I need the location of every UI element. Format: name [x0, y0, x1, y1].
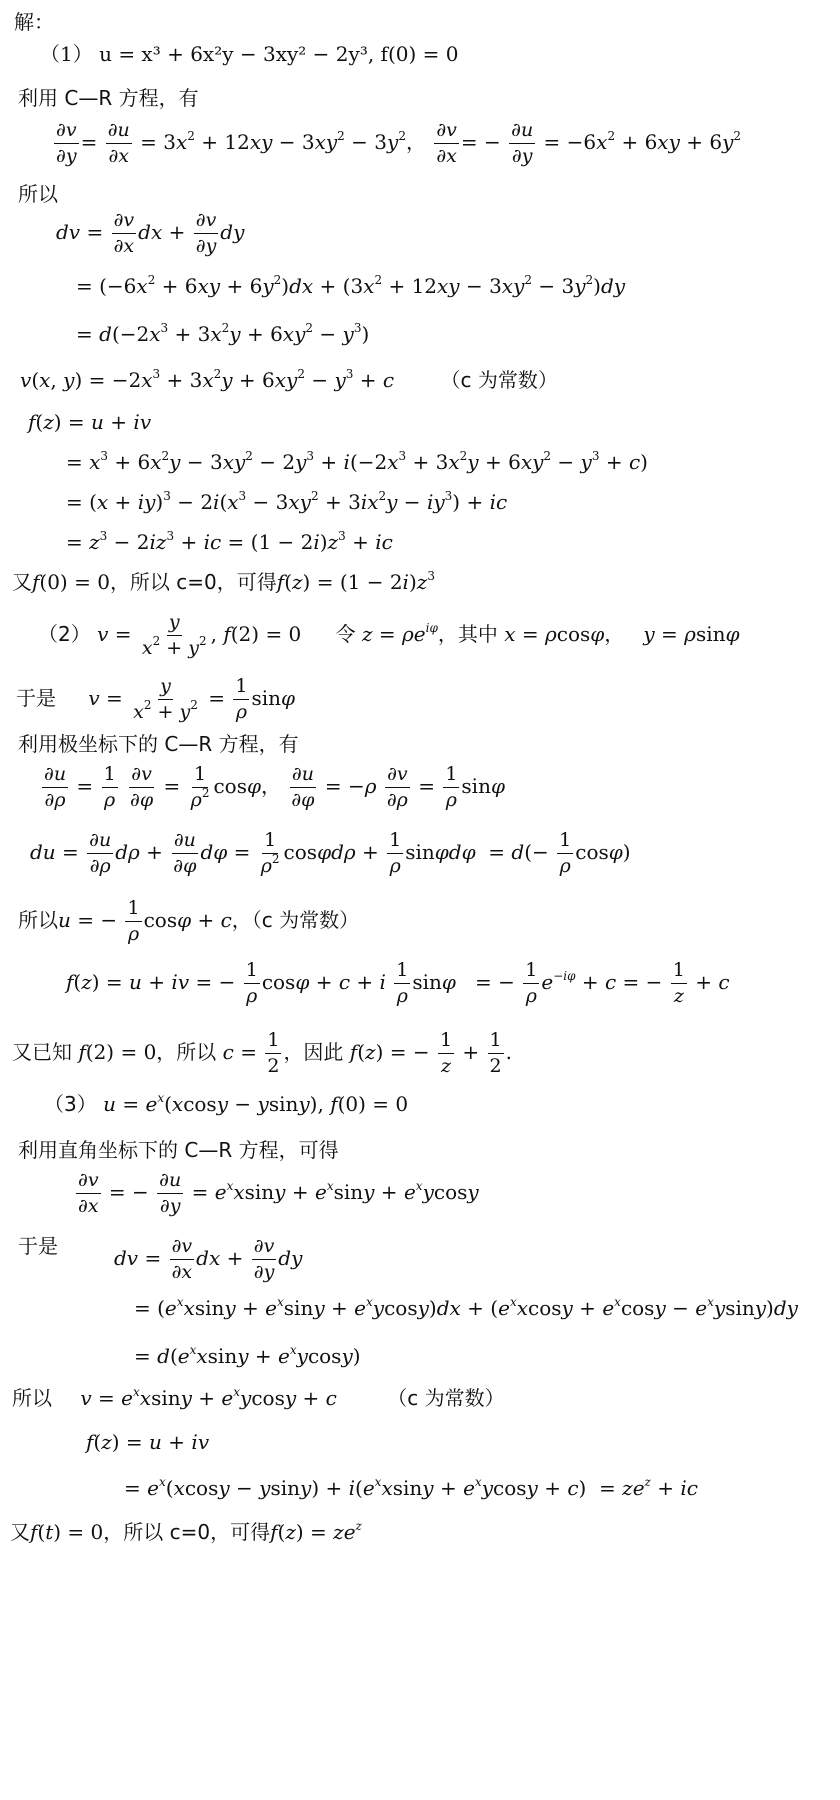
part2-du: du = $\frac{\partial u}{\partial\rho}$ dρ + $\frac{\partial u}{\partial\varphi}$ dφ = $\frac{1}{\rho^2}$ cosφdρ + $\frac{1}{\rho}$ sinφdφ = d(− $\frac{1}{\rho}$ cosφ): [30, 829, 631, 877]
part2-cr-intro: 利用极坐标下的 C—R 方程，有: [18, 732, 299, 756]
part1-f-line2: = $(x + iy)^3 - 2i(x^3 - 3xy^2 + 3ix^2y - iy^3)$ + ic: [66, 489, 508, 514]
part2-conclusion: 又已知 f(2) = 0，所以 c = $\frac{1}{2}$ ，因此 f(z) = − $\frac{1}{z}$ + $\frac{1}{2}$ .: [12, 1029, 512, 1077]
part1-v-result: v(x, $y) = -2x^3 + 3x^2y + 6xy^2 - y^3 + c$ （c 为常数）: [20, 367, 558, 392]
part2-cr-equations: $\frac{\partial u}{\partial\rho}$ = $\frac{1}{\rho}$ $\frac{\partial v}{\partial\varphi}$ = $\frac{1}{\rho^2}$ cosφ， $\frac{\partial u}{\partial\varphi}$ = −ρ $\frac{\partial v}{\partial\rho}$ = $\frac{1}{\rho}$ sinφ: [44, 763, 505, 811]
part3-problem: （3） $u = e^x(xcosy - ysiny)$, f(0) = 0: [44, 1091, 409, 1116]
part1-dv: dv = $\frac{\partial v}{\partial x}$ dx + $\frac{\partial v}{\partial y}$ dy: [56, 209, 245, 257]
part3-conclusion: 又f(t) = 0，所以 c=0，可得$f(z) = ze^z$: [10, 1519, 362, 1544]
solution-header: 解：: [14, 10, 54, 34]
part3-cr-equation: $\frac{\partial v}{\partial x}$ = − $\frac{\partial u}{\partial y}$ = $e^xxsiny + e^x\sin y + e^xycosy$: [78, 1169, 479, 1217]
part3-dv: dv = $\frac{\partial v}{\partial x}$ dx + $\frac{\partial v}{\partial y}$ dy: [114, 1235, 303, 1283]
part1-suoyi: 所以: [18, 182, 58, 206]
part3-v-result: 所以 $v = e^xxsiny + e^xycosy + c$ （c 为常数）: [12, 1385, 505, 1410]
part2-problem: （2） v = $\frac{y}{x^2 + y^2}$ , f(2) = 0 令 $z = \rho e^{i\varphi}$，其中 x = ρcosφ， y = ρsinφ: [38, 611, 740, 659]
part1-dv-expanded: = $(-6x^2 + 6xy + 6y^2)dx + (3x^2 + 12xy - 3xy^2 - 3y^2)dy$: [76, 273, 626, 298]
part2-f-result: f(z) = u + iv = − $\frac{1}{\rho}$ cosφ + c + i $\frac{1}{\rho}$ sinφ = − $\frac{1}{\rho}$ $e^{-i\varphi} + c$ = − $\frac{1}{z}$ + c: [66, 959, 730, 1007]
part1-f-line1: = $x^3 + 6x^2y - 3xy^2 - 2y^3 + i(-2x^3 + 3x^2y + 6xy^2 - y^3 + c)$: [66, 449, 648, 474]
part1-const-note: （c 为常数）: [440, 368, 558, 392]
part2-v-polar: 于是 v = $\frac{y}{x^2 + y^2}$ = $\frac{1}{\rho}$ sinφ: [16, 675, 296, 723]
part1-f-line3: = $z^3 - 2iz^3$ + ic = $(1 - 2i)z^3$ + ic: [66, 529, 393, 554]
part1-cr-intro: 利用 C—R 方程，有: [18, 86, 199, 110]
part3-f-result: = $e^x(xcosy - ysiny) + i(e^xxsiny + e^xycosy + c) = ze^z$ + ic: [124, 1475, 698, 1500]
part3-dv-expanded: = $(e^xxsiny + e^x\sin y + e^xycosy)dx + (e^xxcosy + e^x\cos y - e^xysiny)dy$: [134, 1295, 798, 1320]
part1-cr-equations: $\frac{\partial v}{\partial y}$ = $\frac{\partial u}{\partial x}$ = $3x^2 + 12xy - 3xy^2 - 3y^2$， $\frac{\partial v}{\partial x}$ = − $\frac{\partial u}{\partial y}$ = $-6x^2 + 6xy + 6y^2$: [56, 119, 742, 167]
part3-f-def: f(z) = u + iv: [86, 1430, 210, 1454]
part3-yushi: 于是: [18, 1234, 58, 1258]
part1-dv-exact: = $d(-2x^3 + 3x^2y + 6xy^2 - y^3)$: [76, 321, 370, 346]
part3-dv-exact: = $d(e^xxsiny + e^xycosy)$: [134, 1343, 361, 1368]
part3-cr-intro: 利用直角坐标下的 C—R 方程，可得: [18, 1138, 339, 1162]
part1-conclusion: 又f(0) = 0，所以 c=0，可得$f(z) = (1 - 2i)z^3$: [12, 569, 435, 594]
part1-f-def: f(z) = u + iv: [28, 410, 152, 434]
part2-u-result: 所以u = − $\frac{1}{\rho}$ cosφ + c，（c 为常数）: [18, 897, 360, 945]
part1-problem: （1） u = x³ + 6x²y − 3xy² − 2y³, f(0) = 0: [40, 42, 459, 66]
